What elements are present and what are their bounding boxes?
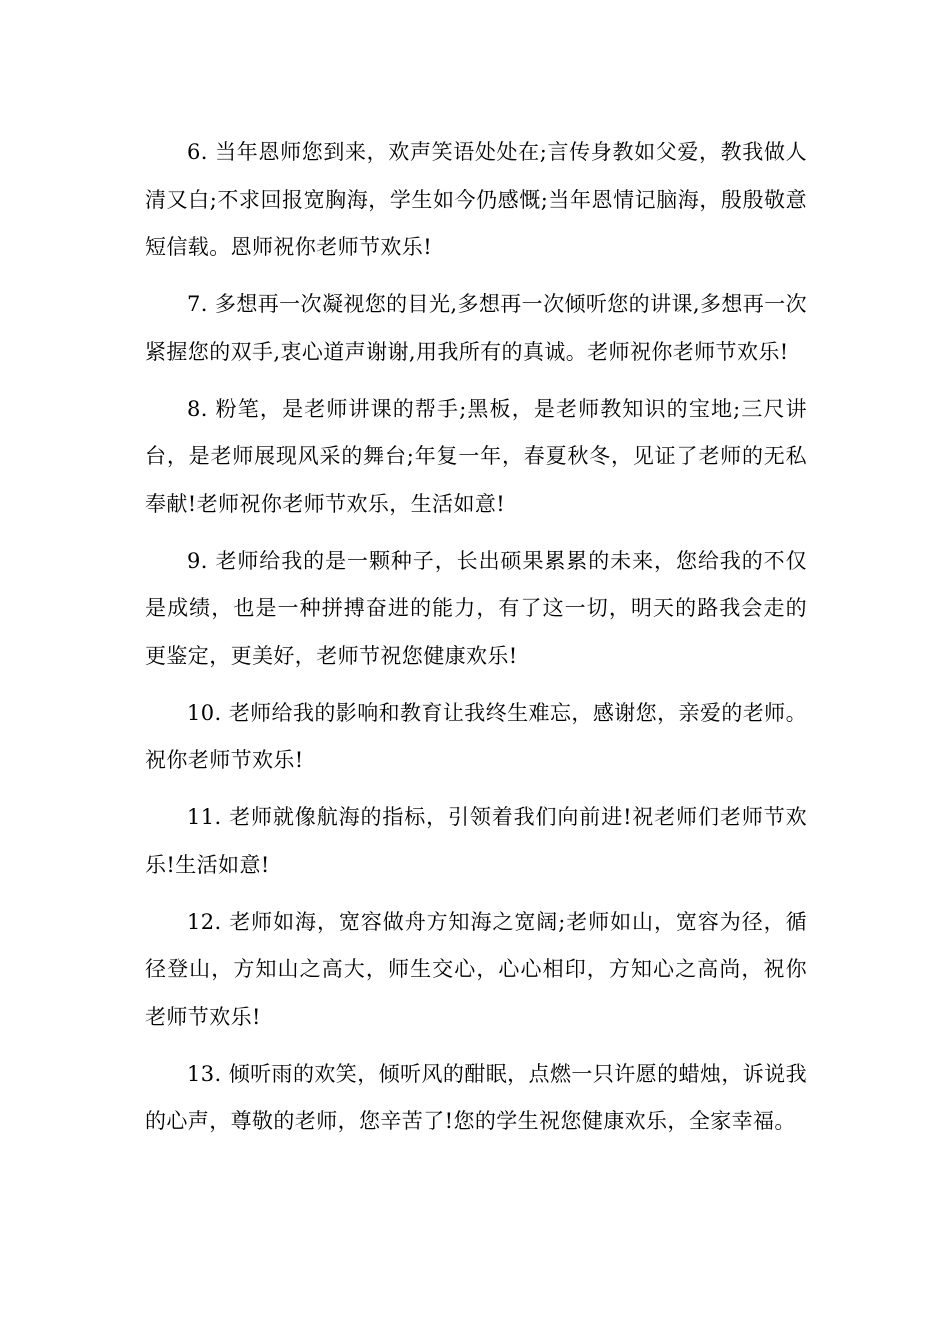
paragraph-6: 6. 当年恩师您到来，欢声笑语处处在;言传身教如父爱，教我做人清又白;不求回报宽胸海，学生如今仍感慨;当年恩情记脑海，殷殷敬意短信载。恩师祝你老师节欢乐! xyxy=(145,140,807,259)
paragraph-8: 8. 粉笔，是老师讲课的帮手;黑板，是老师教知识的宝地;三尺讲台，是老师展现风采的舞台;年复一年，春夏秋冬，见证了老师的无私奉献!老师祝你老师节欢乐，生活如意! xyxy=(145,396,807,516)
paragraph-11: 11. 老师就像航海的指标，引领着我们向前进!祝老师们老师节欢乐!生活如意! xyxy=(145,805,807,877)
document-body xyxy=(145,129,807,1155)
paragraph-12: 12. 老师如海，宽容做舟方知海之宽阔;老师如山，宽容为径，循径登山，方知山之高大，师生交心，心心相印，方知心之高尚，祝你老师节欢乐! xyxy=(145,909,807,1029)
paragraph-10: 10. 老师给我的影响和教育让我终生难忘，感谢您，亲爱的老师。祝你老师节欢乐! xyxy=(145,700,807,772)
paragraph-13: 13. 倾听雨的欢笑，倾听风的酣眠，点燃一只许愿的蜡烛，诉说我的心声，尊敬的老师，您辛苦了!您的学生祝您健康欢乐，全家幸福。 xyxy=(145,1061,807,1133)
paragraph-7: 7. 多想再一次凝视您的目光,多想再一次倾听您的讲课,多想再一次紧握您的双手,衷心道声谢谢,用我所有的真诚。老师祝你老师节欢乐! xyxy=(145,292,807,364)
paragraph-9: 9. 老师给我的是一颗种子，长出硕果累累的未来，您给我的不仅是成绩，也是一种拼搏奋进的能力，有了这一切，明天的路我会走的更鉴定，更美好，老师节祝您健康欢乐! xyxy=(145,548,807,668)
